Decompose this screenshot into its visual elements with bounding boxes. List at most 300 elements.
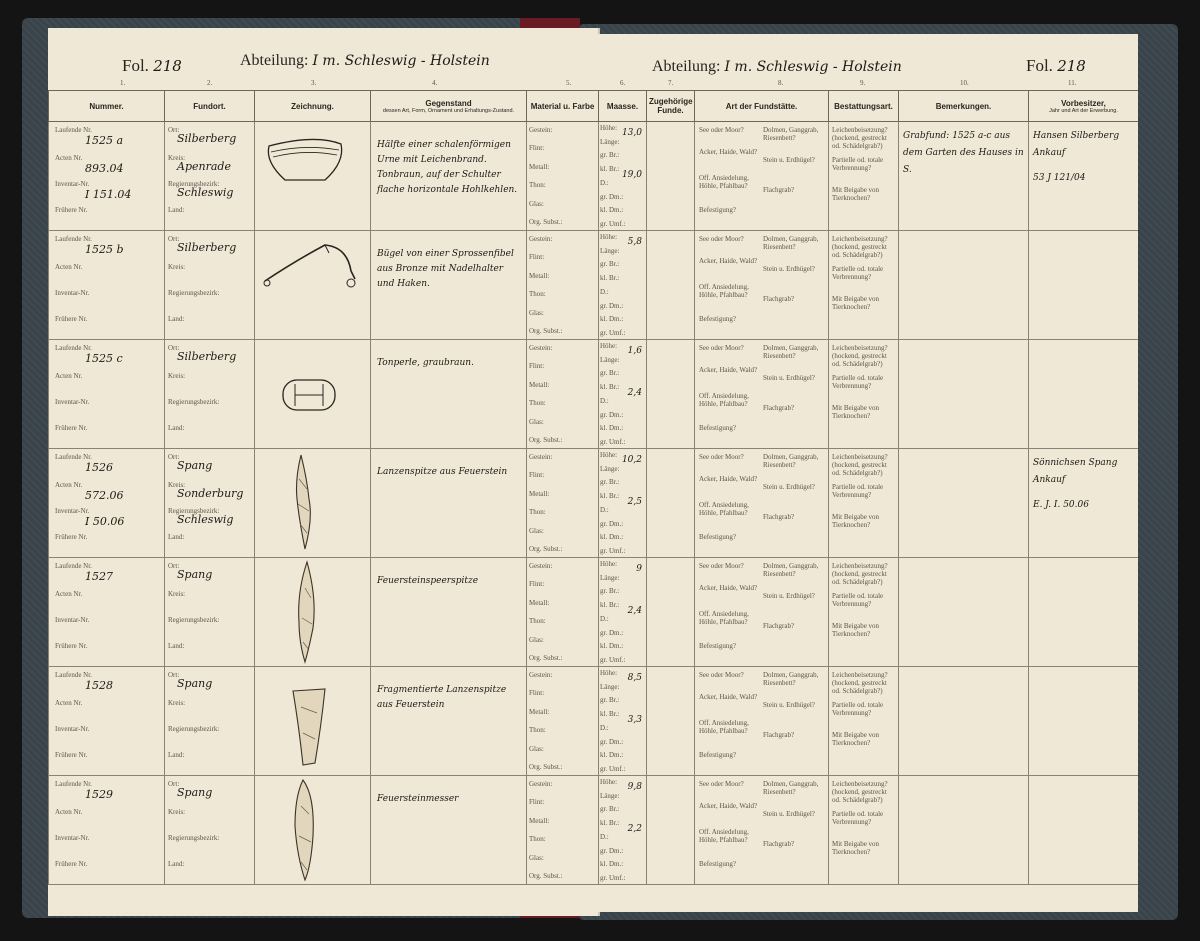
bestattung-a-label: Flachgrab? xyxy=(763,186,795,194)
fundstaette-label: Befestigung? xyxy=(699,206,736,214)
fundort-label: Ort: xyxy=(168,126,180,134)
right-fol-number: 218 xyxy=(1057,57,1086,75)
nummer-label: Acten Nr. xyxy=(55,372,83,380)
ledger-row xyxy=(49,340,599,449)
maasse-value: 19,0 xyxy=(621,170,642,180)
vorbesitzer-cell xyxy=(1029,667,1139,776)
material-label-0: Gestein: xyxy=(529,671,553,679)
fundort-ort: Spang xyxy=(177,677,213,690)
nummer-label: Inventar-Nr. xyxy=(55,507,90,515)
vorbesitzer-text: Sönnichsen Spang Ankauf xyxy=(1033,458,1118,485)
fundort-label: Ort: xyxy=(168,344,180,352)
fundort-label: Land: xyxy=(168,751,185,759)
fundstaette-label: Off. Ansiedelung, Höhle, Pfahlbau? xyxy=(699,501,749,517)
material-cell xyxy=(527,122,599,231)
nummer-label: Acten Nr. xyxy=(55,263,83,271)
fundstaette-label: Acker, Haide, Wald? xyxy=(699,148,758,156)
material-label-3: Thon: xyxy=(529,617,546,626)
fundort-cell xyxy=(165,667,255,776)
fundstaette-cell xyxy=(695,667,829,776)
fundort-label: Land: xyxy=(168,424,185,432)
nummer-label: Acten Nr. xyxy=(55,808,83,816)
ledger-row xyxy=(599,776,1139,885)
left-col-num-5: 5. xyxy=(566,79,572,87)
vorbesitzer-text: Hansen Silberberg Ankauf xyxy=(1033,131,1120,158)
nummer-label: Inventar-Nr. xyxy=(55,289,90,297)
maasse-label-5: gr. Dm.: xyxy=(600,192,624,201)
material-label-4: Glas: xyxy=(529,526,544,535)
fundort-label: Ort: xyxy=(168,453,180,461)
fundstaette-label: Acker, Haide, Wald? xyxy=(699,802,758,810)
gegenstand-cell xyxy=(371,776,527,885)
left-col-num-3: 3. xyxy=(311,79,317,87)
material-label-5: Org. Subst.: xyxy=(529,326,563,335)
right-col-num-8: 8. xyxy=(778,79,784,87)
bemerkungen-cell xyxy=(899,558,1029,667)
right-ledger-table xyxy=(598,90,1138,885)
artifact-sketch xyxy=(255,340,371,448)
fundstaette-label: See oder Moor? xyxy=(699,235,744,243)
maasse-label-1: Länge: xyxy=(600,137,620,146)
ledger-row xyxy=(599,449,1139,558)
maasse-label-0: Höhe: xyxy=(600,124,618,132)
artifact-description: Feuersteinspeerspitze xyxy=(377,576,479,586)
fundstaette-label: Befestigung? xyxy=(699,642,736,650)
material-label-4: Glas: xyxy=(529,199,544,208)
fundort-ort: Silberberg xyxy=(177,132,237,145)
maasse-label-3: kl. Br.: xyxy=(600,819,620,828)
ledger-row xyxy=(599,231,1139,340)
maasse-value: 1,6 xyxy=(627,346,642,356)
material-label-1: Flint: xyxy=(529,253,545,262)
material-label-3: Thon: xyxy=(529,508,546,517)
fundstaette-label: See oder Moor? xyxy=(699,671,744,679)
material-label-0: Gestein: xyxy=(529,235,553,243)
bestattung-b-label: Mit Beigabe von Tierknochen? xyxy=(832,186,880,202)
nummer-label: Inventar-Nr. xyxy=(55,398,90,406)
material-label-3: Thon: xyxy=(529,399,546,408)
maasse-cell xyxy=(599,667,647,776)
fundstaette-label: See oder Moor? xyxy=(699,126,744,134)
bemerkungen-cell xyxy=(899,340,1029,449)
material-label-2: Metall: xyxy=(529,598,550,607)
nummer-cell xyxy=(49,667,165,776)
bestattung-a-label: Dolmen, Ganggrab, Riesenbett? xyxy=(763,126,819,142)
zugehoerige-cell xyxy=(647,667,695,776)
maasse-label-4: D.: xyxy=(600,287,609,296)
maasse-label-6: kl. Dm.: xyxy=(600,206,624,215)
fundstaette-label: Off. Ansiedelung, Höhle, Pfahlbau? xyxy=(699,392,749,408)
material-label-4: Glas: xyxy=(529,744,544,753)
col-header-bestattung: Bestattungsart. xyxy=(829,91,899,122)
material-label-5: Org. Subst.: xyxy=(529,435,563,444)
bestattung-a-label: Flachgrab? xyxy=(763,731,795,739)
maasse-label-1: Länge: xyxy=(600,355,620,364)
artifact-description: Lanzenspitze aus Feuerstein xyxy=(377,467,508,477)
bestattung-b-label: Mit Beigabe von Tierknochen? xyxy=(832,731,880,747)
vorbesitzer-cell xyxy=(1029,231,1139,340)
fundstaette-label: Acker, Haide, Wald? xyxy=(699,693,758,701)
maasse-label-5: gr. Dm.: xyxy=(600,410,624,419)
bestattung-b-label: Partielle od. totale Verbrennung? xyxy=(832,592,884,608)
nummer-label: Inventar-Nr. xyxy=(55,834,90,842)
maasse-label-1: Länge: xyxy=(600,682,620,691)
artifact-sketch xyxy=(255,558,371,666)
bestattung-a-label: Dolmen, Ganggrab, Riesenbett? xyxy=(763,562,819,578)
fundort-label: Ort: xyxy=(168,780,180,788)
nummer-label: Laufende Nr. xyxy=(55,780,92,788)
maasse-label-6: kl. Dm.: xyxy=(600,751,624,760)
bestattung-b-label: Leichenbeisetzung? (hockend, gestreckt od. Schädelgrab?) xyxy=(832,344,888,368)
left-ledger-table xyxy=(48,90,599,885)
maasse-value: 2,4 xyxy=(627,606,642,616)
fundort-ort: Silberberg xyxy=(177,241,237,254)
bestattung-cell xyxy=(829,231,899,340)
col-header-gegenstand xyxy=(371,91,527,122)
material-cell xyxy=(527,340,599,449)
material-label-5: Org. Subst.: xyxy=(529,653,563,662)
maasse-label-4: D.: xyxy=(600,832,609,841)
nummer-laufende_nr: 1525 c xyxy=(85,352,123,365)
ledger-row xyxy=(599,340,1139,449)
maasse-label-3: kl. Br.: xyxy=(600,383,620,392)
fundort-label: Ort: xyxy=(168,562,180,570)
bestattung-b-label: Leichenbeisetzung? (hockend, gestreckt od. Schädelgrab?) xyxy=(832,126,888,150)
right-col-num-11: 11. xyxy=(1068,79,1077,87)
fundstaette-cell xyxy=(695,776,829,885)
fundort-cell xyxy=(165,558,255,667)
bestattung-a-label: Flachgrab? xyxy=(763,513,795,521)
maasse-label-1: Länge: xyxy=(600,464,620,473)
material-label-2: Metall: xyxy=(529,816,550,825)
material-label-4: Glas: xyxy=(529,308,544,317)
gegenstand-cell xyxy=(371,449,527,558)
material-label-5: Org. Subst.: xyxy=(529,871,563,880)
fundort-label: Kreis: xyxy=(168,808,186,816)
bestattung-b-label: Mit Beigabe von Tierknochen? xyxy=(832,295,880,311)
vorbesitzer-title: Vorbesitzer, xyxy=(1061,98,1106,108)
maasse-label-5: gr. Dm.: xyxy=(600,737,624,746)
col-header-nummer: Nummer. xyxy=(49,91,165,122)
maasse-label-7: gr. Umf.: xyxy=(600,655,626,664)
material-label-0: Gestein: xyxy=(529,562,553,570)
fundort-label: Kreis: xyxy=(168,154,186,162)
bestattung-b-label: Partielle od. totale Verbrennung? xyxy=(832,265,884,281)
maasse-label-5: gr. Dm.: xyxy=(600,628,624,637)
fundstaette-cell xyxy=(695,340,829,449)
right-col-num-6: 6. xyxy=(620,79,626,87)
fundort-label: Kreis: xyxy=(168,699,186,707)
bestattung-b-label: Leichenbeisetzung? (hockend, gestreckt od. Schädelgrab?) xyxy=(832,562,888,586)
material-label-1: Flint: xyxy=(529,471,545,480)
maasse-value: 9,8 xyxy=(627,782,642,792)
bestattung-b-label: Leichenbeisetzung? (hockend, gestreckt od. Schädelgrab?) xyxy=(832,453,888,477)
artifact-description: Bügel von einer Sprossenfibel aus Bronze mit Nadelhalter und Haken. xyxy=(377,249,514,289)
fundort-label: Land: xyxy=(168,315,185,323)
fundstaette-label: See oder Moor? xyxy=(699,453,744,461)
nummer-label: Laufende Nr. xyxy=(55,453,92,461)
bestattung-b-label: Leichenbeisetzung? (hockend, gestreckt od. Schädelgrab?) xyxy=(832,780,888,804)
fundort-ort: Silberberg xyxy=(177,350,237,363)
gegenstand-subtitle: dessen Art, Form, Ornament und Erhaltungs-Zustand. xyxy=(382,107,515,114)
maasse-label-7: gr. Umf.: xyxy=(600,328,626,337)
maasse-label-2: gr. Br.: xyxy=(600,260,620,269)
right-fol-header xyxy=(1026,56,1086,76)
fundstaette-label: Befestigung? xyxy=(699,315,736,323)
maasse-cell xyxy=(599,449,647,558)
ledger-row xyxy=(49,558,599,667)
maasse-label-7: gr. Umf.: xyxy=(600,873,626,882)
maasse-value: 5,8 xyxy=(627,237,642,247)
col-header-material: Material u. Farbe xyxy=(527,91,599,122)
fundort-label: Ort: xyxy=(168,671,180,679)
material-cell xyxy=(527,558,599,667)
gegenstand-title: Gegenstand xyxy=(425,98,472,108)
right-col-num-9: 9. xyxy=(860,79,866,87)
col-header-fundort: Fundort. xyxy=(165,91,255,122)
right-col-num-10: 10. xyxy=(960,79,969,87)
right-abteilung-header xyxy=(652,58,902,76)
material-label-1: Flint: xyxy=(529,144,545,153)
left-col-num-4: 4. xyxy=(432,79,438,87)
bestattung-b-label: Partielle od. totale Verbrennung? xyxy=(832,810,884,826)
bemerkungen-cell xyxy=(899,231,1029,340)
maasse-label-0: Höhe: xyxy=(600,560,618,568)
maasse-label-6: kl. Dm.: xyxy=(600,533,624,542)
fundort-regierungsbezirk: Schleswig xyxy=(177,186,234,199)
maasse-cell xyxy=(599,231,647,340)
bestattung-a-label: Stein u. Erdhügel? xyxy=(763,810,815,818)
material-label-0: Gestein: xyxy=(529,780,553,788)
left-abteilung-value: I m. Schleswig - Holstein xyxy=(312,53,490,69)
bestattung-a-label: Flachgrab? xyxy=(763,840,795,848)
maasse-label-3: kl. Br.: xyxy=(600,492,620,501)
ledger-row xyxy=(49,449,599,558)
nummer-inventar_nr: I 151.04 xyxy=(85,188,132,201)
maasse-label-1: Länge: xyxy=(600,791,620,800)
artifact-sketch xyxy=(255,667,371,775)
bestattung-a-label: Stein u. Erdhügel? xyxy=(763,156,815,164)
nummer-laufende_nr: 1529 xyxy=(85,788,113,801)
bestattung-a-label: Stein u. Erdhügel? xyxy=(763,592,815,600)
material-label-1: Flint: xyxy=(529,580,545,589)
maasse-label-7: gr. Umf.: xyxy=(600,219,626,228)
material-label-0: Gestein: xyxy=(529,126,553,134)
maasse-label-0: Höhe: xyxy=(600,669,618,677)
vorbesitzer-subtitle: Jahr und Art der Erwerbung. xyxy=(1049,107,1118,114)
bestattung-a-label: Dolmen, Ganggrab, Riesenbett? xyxy=(763,780,819,796)
fundort-label: Land: xyxy=(168,860,185,868)
fundort-label: Regierungsbezirk: xyxy=(168,507,220,515)
material-label-5: Org. Subst.: xyxy=(529,544,563,553)
nummer-laufende_nr: 1526 xyxy=(85,461,113,474)
maasse-label-3: kl. Br.: xyxy=(600,710,620,719)
material-label-4: Glas: xyxy=(529,853,544,862)
material-label-0: Gestein: xyxy=(529,453,553,461)
nummer-cell xyxy=(49,558,165,667)
left-fol-number: 218 xyxy=(153,57,182,75)
col-header-zeichnung: Zeichnung. xyxy=(255,91,371,122)
fundort-ort: Spang xyxy=(177,459,213,472)
material-label-2: Metall: xyxy=(529,380,550,389)
nummer-cell xyxy=(49,340,165,449)
material-label-3: Thon: xyxy=(529,726,546,735)
nummer-acten_nr: 572.06 xyxy=(85,489,124,502)
material-label-2: Metall: xyxy=(529,707,550,716)
fundort-label: Regierungsbezirk: xyxy=(168,616,220,624)
bestattung-a-label: Flachgrab? xyxy=(763,404,795,412)
nummer-label: Inventar-Nr. xyxy=(55,616,90,624)
nummer-label: Laufende Nr. xyxy=(55,344,92,352)
fundort-label: Land: xyxy=(168,642,185,650)
fundort-ort: Spang xyxy=(177,568,213,581)
zugehoerige-cell xyxy=(647,558,695,667)
fundort-cell xyxy=(165,340,255,449)
vorbesitzer-cell xyxy=(1029,449,1139,558)
vorbesitzer-cell xyxy=(1029,558,1139,667)
fundstaette-label: Off. Ansiedelung, Höhle, Pfahlbau? xyxy=(699,174,749,190)
zugehoerige-cell xyxy=(647,449,695,558)
left-abteilung-header xyxy=(240,52,490,70)
maasse-cell xyxy=(599,776,647,885)
nummer-laufende_nr: 1527 xyxy=(85,570,113,583)
left-header-row xyxy=(49,91,599,122)
fundort-cell xyxy=(165,122,255,231)
maasse-label-2: gr. Br.: xyxy=(600,805,620,814)
fundort-regierungsbezirk: Schleswig xyxy=(177,513,234,526)
right-abteilung-label: Abteilung: xyxy=(652,58,721,75)
col-header-bemerkungen: Bemerkungen. xyxy=(899,91,1029,122)
maasse-label-2: gr. Br.: xyxy=(600,587,620,596)
fundort-kreis: Sonderburg xyxy=(177,487,244,500)
zugehoerige-cell xyxy=(647,122,695,231)
bestattung-b-label: Partielle od. totale Verbrennung? xyxy=(832,374,884,390)
fundort-label: Regierungsbezirk: xyxy=(168,180,220,188)
material-label-3: Thon: xyxy=(529,835,546,844)
fundort-cell xyxy=(165,449,255,558)
nummer-label: Inventar-Nr. xyxy=(55,725,90,733)
fundstaette-label: Befestigung? xyxy=(699,860,736,868)
maasse-label-3: kl. Br.: xyxy=(600,274,620,283)
left-fol-header xyxy=(122,56,182,76)
nummer-label: Acten Nr. xyxy=(55,154,83,162)
right-page xyxy=(598,34,1138,912)
nummer-label: Frühere Nr. xyxy=(55,206,88,214)
bestattung-b-label: Leichenbeisetzung? (hockend, gestreckt od. Schädelgrab?) xyxy=(832,235,888,259)
bestattung-cell xyxy=(829,667,899,776)
maasse-label-2: gr. Br.: xyxy=(600,478,620,487)
bemerkungen-cell xyxy=(899,122,1029,231)
nummer-laufende_nr: 1525 b xyxy=(85,243,124,256)
left-abteilung-label: Abteilung: xyxy=(240,52,309,69)
fundstaette-label: Off. Ansiedelung, Höhle, Pfahlbau? xyxy=(699,828,749,844)
artifact-sketch xyxy=(255,776,371,884)
bestattung-a-label: Stein u. Erdhügel? xyxy=(763,374,815,382)
ledger-row xyxy=(599,558,1139,667)
fundstaette-label: See oder Moor? xyxy=(699,344,744,352)
artifact-description: Tonperle, graubraun. xyxy=(377,358,474,368)
fundstaette-label: Acker, Haide, Wald? xyxy=(699,584,758,592)
zugehoerige-cell xyxy=(647,776,695,885)
maasse-label-5: gr. Dm.: xyxy=(600,519,624,528)
ledger-row xyxy=(599,122,1139,231)
artifact-description: Feuersteinmesser xyxy=(377,794,459,804)
left-page xyxy=(48,28,600,916)
bestattung-cell xyxy=(829,122,899,231)
material-cell xyxy=(527,667,599,776)
material-cell xyxy=(527,231,599,340)
fundstaette-label: Off. Ansiedelung, Höhle, Pfahlbau? xyxy=(699,719,749,735)
fundort-ort: Spang xyxy=(177,786,213,799)
zeichnung-cell xyxy=(255,667,371,776)
bestattung-b-label: Mit Beigabe von Tierknochen? xyxy=(832,622,880,638)
bestattung-b-label: Partielle od. totale Verbrennung? xyxy=(832,483,884,499)
vorbesitzer-cell xyxy=(1029,122,1139,231)
fundort-label: Regierungsbezirk: xyxy=(168,398,220,406)
zeichnung-cell xyxy=(255,449,371,558)
left-col-num-2: 2. xyxy=(207,79,213,87)
zugehoerige-cell xyxy=(647,340,695,449)
nummer-label: Laufende Nr. xyxy=(55,126,92,134)
maasse-label-4: D.: xyxy=(600,505,609,514)
bestattung-a-label: Dolmen, Ganggrab, Riesenbett? xyxy=(763,453,819,469)
nummer-label: Acten Nr. xyxy=(55,590,83,598)
maasse-value: 13,0 xyxy=(621,128,642,138)
ledger-row xyxy=(49,776,599,885)
fundstaette-cell xyxy=(695,231,829,340)
material-label-3: Thon: xyxy=(529,181,546,190)
maasse-value: 3,3 xyxy=(627,715,642,725)
maasse-value: 2,2 xyxy=(627,824,642,834)
zugehoerige-cell xyxy=(647,231,695,340)
maasse-label-6: kl. Dm.: xyxy=(600,642,624,651)
fundstaette-cell xyxy=(695,449,829,558)
ledger-row xyxy=(49,667,599,776)
nummer-label: Frühere Nr. xyxy=(55,533,88,541)
maasse-cell xyxy=(599,122,647,231)
fundstaette-cell xyxy=(695,558,829,667)
maasse-label-2: gr. Br.: xyxy=(600,151,620,160)
maasse-label-0: Höhe: xyxy=(600,778,618,786)
maasse-value: 8,5 xyxy=(627,673,642,683)
bestattung-b-label: Partielle od. totale Verbrennung? xyxy=(832,156,884,172)
maasse-label-7: gr. Umf.: xyxy=(600,546,626,555)
bestattung-a-label: Dolmen, Ganggrab, Riesenbett? xyxy=(763,235,819,251)
fundstaette-label: See oder Moor? xyxy=(699,562,744,570)
fundort-kreis: Apenrade xyxy=(177,160,231,173)
maasse-label-7: gr. Umf.: xyxy=(600,764,626,773)
maasse-value: 9 xyxy=(636,564,642,574)
left-fol-label: Fol. xyxy=(122,56,149,75)
ledger-row xyxy=(599,667,1139,776)
vorbesitzer-ref: E. J. I. 50.06 xyxy=(1033,500,1089,510)
maasse-label-3: kl. Br.: xyxy=(600,165,620,174)
fundstaette-cell xyxy=(695,122,829,231)
col-header-zugehoerige: Zugehörige Funde. xyxy=(647,91,695,122)
left-col-num-1: 1. xyxy=(120,79,126,87)
maasse-label-5: gr. Dm.: xyxy=(600,301,624,310)
bestattung-b-label: Leichenbeisetzung? (hockend, gestreckt od. Schädelgrab?) xyxy=(832,671,888,695)
nummer-cell xyxy=(49,231,165,340)
nummer-cell xyxy=(49,449,165,558)
fundort-label: Kreis: xyxy=(168,590,186,598)
artifact-sketch xyxy=(255,231,371,339)
ledger-row xyxy=(49,231,599,340)
col-header-maasse: Maasse. xyxy=(599,91,647,122)
maasse-label-1: Länge: xyxy=(600,573,620,582)
fundstaette-label: Befestigung? xyxy=(699,533,736,541)
nummer-label: Frühere Nr. xyxy=(55,642,88,650)
